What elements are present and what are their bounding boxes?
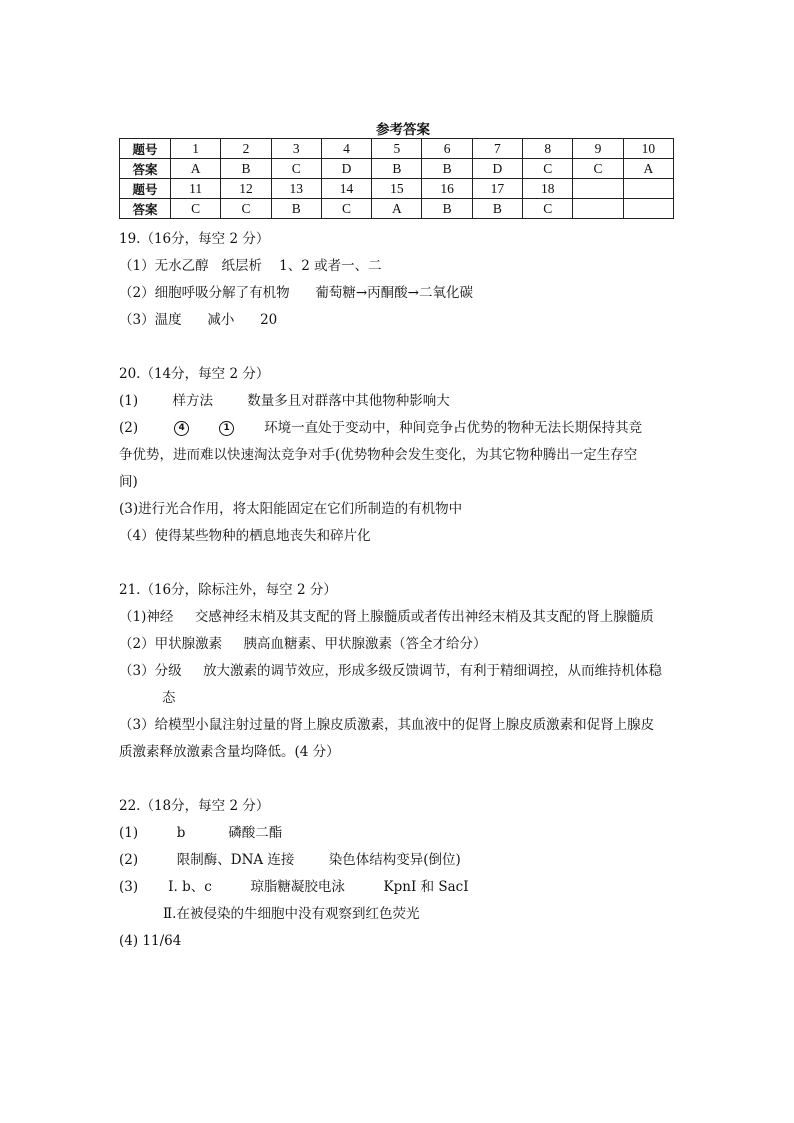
q20-answer-2 xyxy=(119,418,642,438)
row-label: 答案 xyxy=(120,159,171,179)
table-cell: 17 xyxy=(472,179,522,199)
table-cell: C xyxy=(523,159,573,179)
table-cell: 6 xyxy=(422,139,472,159)
q22-heading: 22.（18分，每空 2 分） xyxy=(119,798,270,814)
table-row xyxy=(120,159,674,179)
table-cell: 5 xyxy=(372,139,422,159)
table-cell: 18 xyxy=(523,179,573,199)
q22-answer-3: (3) Ⅰ. b、c 琼脂糖凝胶电泳 KpnI 和 SacI xyxy=(119,879,469,895)
table-cell: 9 xyxy=(573,139,623,159)
answer-table xyxy=(119,138,674,219)
table-cell: 4 xyxy=(321,139,371,159)
q19-answer-1: （1）无水乙醇 纸层析 1、2 或者一、二 xyxy=(119,258,382,274)
q20-answer-2-end: 间) xyxy=(119,474,138,490)
q21-answer-3-cont: 态 xyxy=(162,690,176,706)
table-cell: C xyxy=(523,199,573,219)
table-cell xyxy=(623,179,673,199)
q20-answer-1: (1) 样方法 数量多且对群落中其他物种影响大 xyxy=(119,393,450,409)
table-cell: B xyxy=(372,159,422,179)
table-cell xyxy=(623,199,673,219)
table-cell: 7 xyxy=(472,139,522,159)
table-cell: D xyxy=(472,159,522,179)
table-cell: 13 xyxy=(271,179,321,199)
table-cell: B xyxy=(221,159,271,179)
table-cell: 1 xyxy=(171,139,221,159)
table-cell: A xyxy=(623,159,673,179)
table-cell: D xyxy=(321,159,371,179)
q22-answer-2: (2) 限制酶、DNA 连接 染色体结构变异(倒位) xyxy=(119,852,461,868)
q19-answer-3: （3）温度 减小 20 xyxy=(119,312,278,328)
q21-answer-4-cont: 质激素释放激素含量均降低。(4 分） xyxy=(119,744,340,760)
row-label: 题号 xyxy=(120,139,171,159)
q20-answer-2-prefix: (2) xyxy=(119,420,139,436)
table-cell: 8 xyxy=(523,139,573,159)
table-cell: 3 xyxy=(271,139,321,159)
table-row xyxy=(120,139,674,159)
q21-answer-1: （1)神经 交感神经末梢及其支配的肾上腺髓质或者传出神经末梢及其支配的肾上腺髓质 xyxy=(119,609,654,625)
table-cell: A xyxy=(171,159,221,179)
table-cell: B xyxy=(422,159,472,179)
table-cell: A xyxy=(372,199,422,219)
q20-answer-2-cont: 争优势，进而难以快速淘汰竞争对手(优势物种会发生变化，为其它物种腾出一定生存空 xyxy=(119,447,638,463)
table-row xyxy=(120,179,674,199)
table-cell: B xyxy=(472,199,522,219)
table-cell: 14 xyxy=(321,179,371,199)
q20-answer-2-text: 环境一直处于变动中，种间竞争占优势的物种无法长期保持其竞 xyxy=(264,420,643,436)
circled-1-mark: 1 xyxy=(219,421,234,436)
q21-answer-4: （3）给模型小鼠注射过量的肾上腺皮质激素，其血液中的促肾上腺皮质激素和促肾上腺皮 xyxy=(119,717,655,733)
table-cell: C xyxy=(271,159,321,179)
table-cell: C xyxy=(573,159,623,179)
table-cell: 12 xyxy=(221,179,271,199)
table-cell: 16 xyxy=(422,179,472,199)
table-cell: 2 xyxy=(221,139,271,159)
table-cell: 11 xyxy=(171,179,221,199)
circled-4-mark: 4 xyxy=(174,421,189,436)
q20-heading: 20.（14分，每空 2 分） xyxy=(119,366,270,382)
table-cell: 10 xyxy=(623,139,673,159)
table-row xyxy=(120,199,674,219)
page-title: 参考答案 xyxy=(376,122,430,138)
table-cell xyxy=(573,179,623,199)
table-cell xyxy=(573,199,623,219)
q19-heading: 19.（16分，每空 2 分） xyxy=(119,231,270,247)
q21-heading: 21.（16分，除标注外，每空 2 分） xyxy=(119,582,337,598)
table-cell: C xyxy=(321,199,371,219)
q22-answer-4: (4) 11/64 xyxy=(119,933,182,949)
table-cell: C xyxy=(171,199,221,219)
q20-answer-3: (3)进行光合作用，将太阳能固定在它们所制造的有机物中 xyxy=(119,501,463,517)
table-cell: C xyxy=(221,199,271,219)
q20-answer-4: （4）使得某些物种的栖息地丧失和碎片化 xyxy=(119,528,371,544)
table-cell: B xyxy=(271,199,321,219)
q22-answer-3-part2: Ⅱ.在被侵染的牛细胞中没有观察到红色荧光 xyxy=(163,906,420,922)
table-cell: B xyxy=(422,199,472,219)
q21-answer-2: （2）甲状腺激素 胰高血糖素、甲状腺激素（答全才给分） xyxy=(119,636,487,652)
q19-answer-2: （2）细胞呼吸分解了有机物 葡萄糖→丙酮酸→二氧化碳 xyxy=(119,285,473,301)
q22-answer-1: (1) b 磷酸二酯 xyxy=(119,825,283,841)
row-label: 题号 xyxy=(120,179,171,199)
q21-answer-3: （3）分级 放大激素的调节效应，形成多级反馈调节，有利于精细调控，从而维持机体稳 xyxy=(119,663,663,679)
table-cell: 15 xyxy=(372,179,422,199)
row-label: 答案 xyxy=(120,199,171,219)
